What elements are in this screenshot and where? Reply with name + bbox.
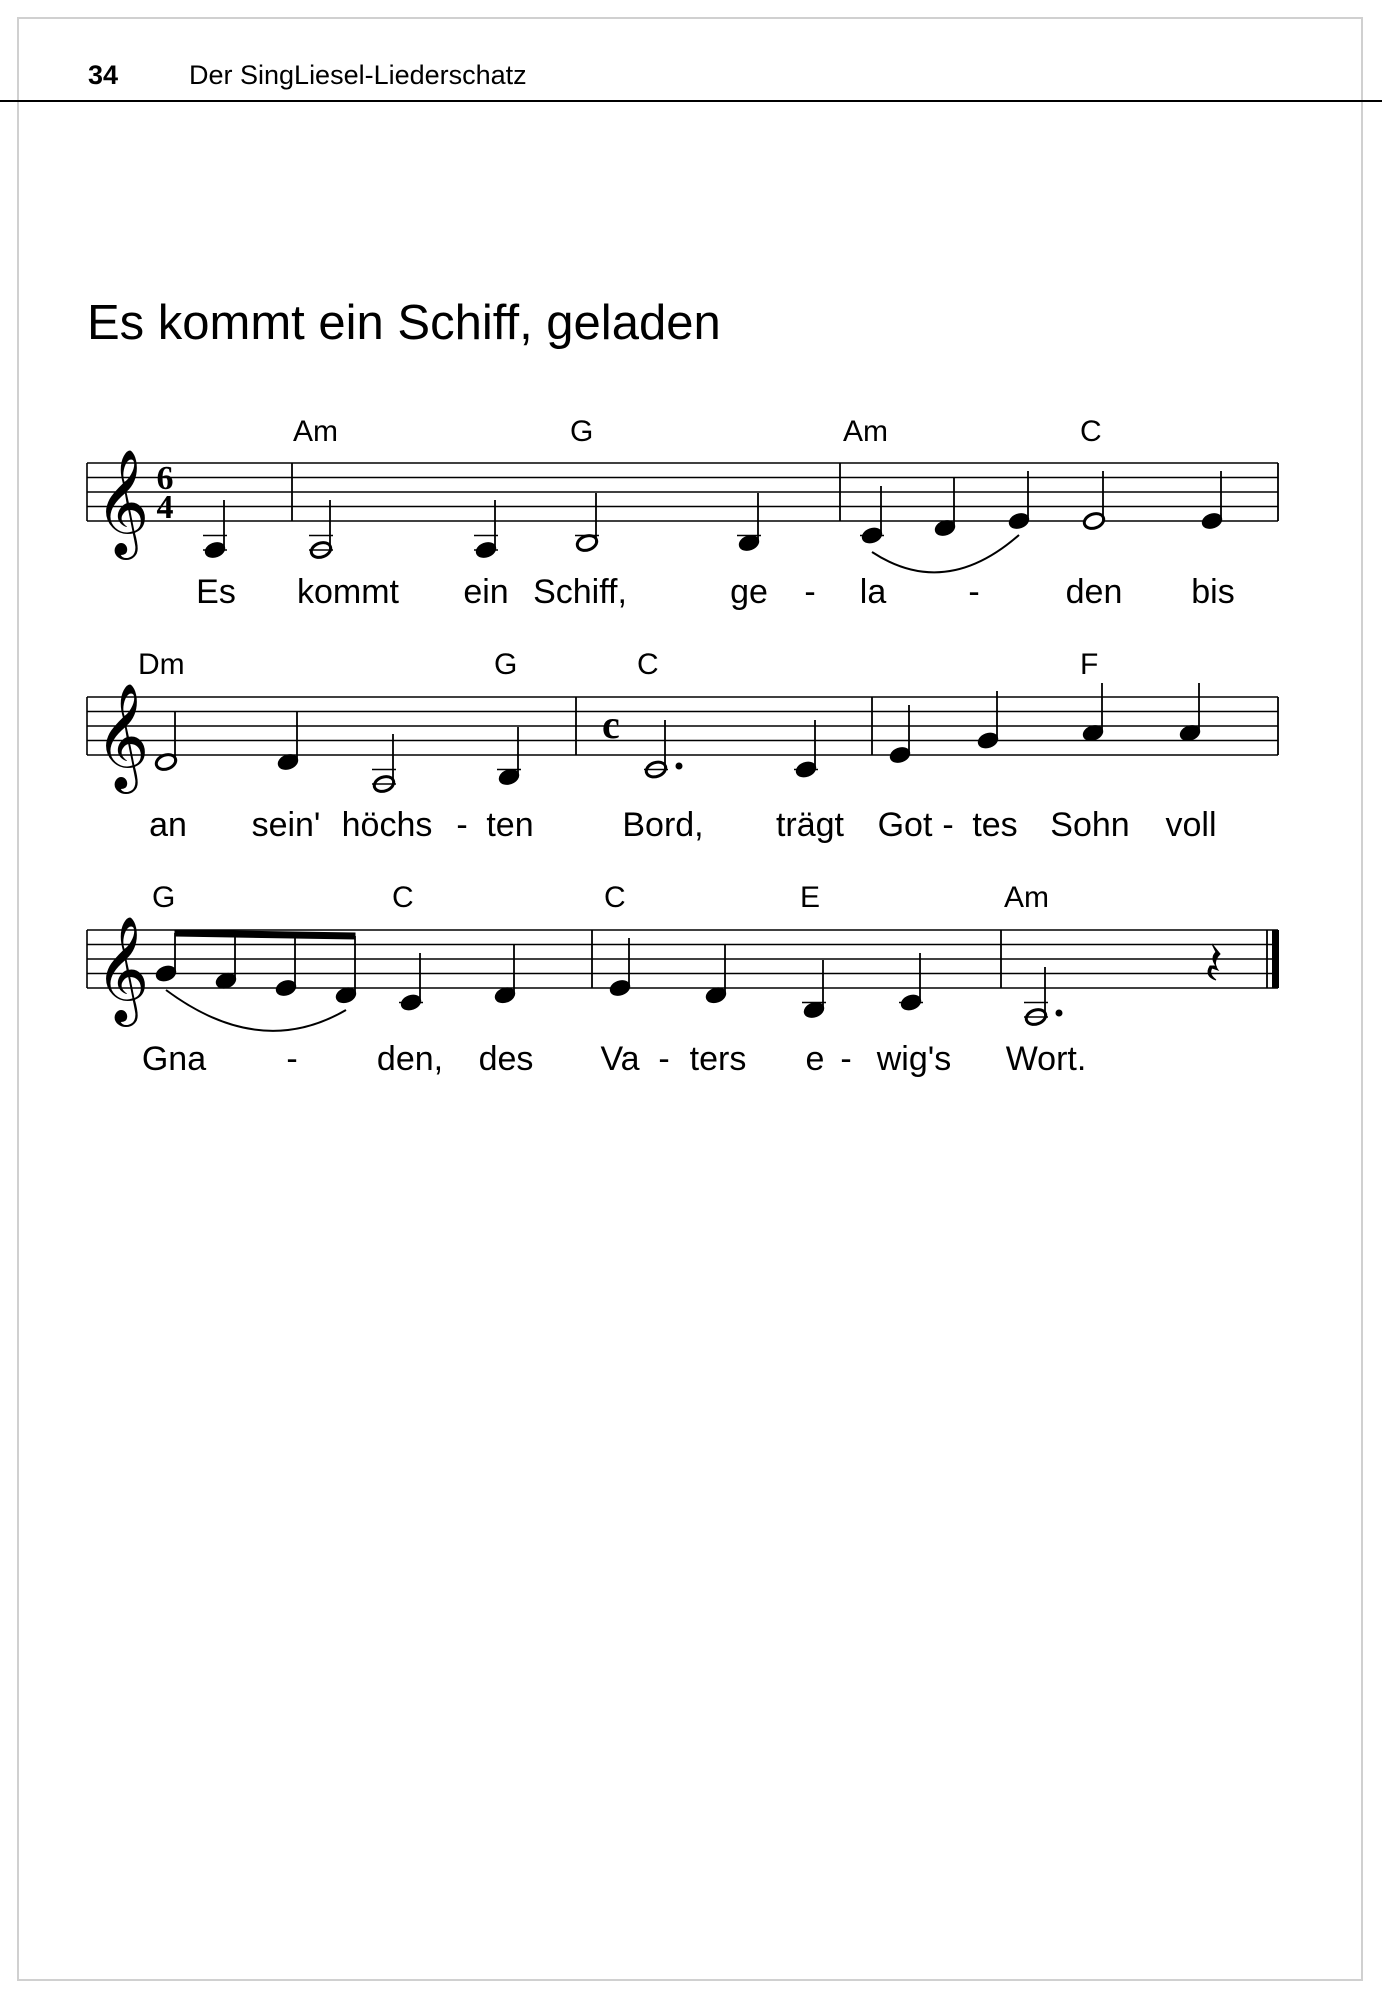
note xyxy=(154,712,178,772)
note xyxy=(493,945,517,1005)
lyric-syllable: ten xyxy=(486,806,534,844)
chord-symbol: E xyxy=(800,881,821,914)
note xyxy=(888,705,912,765)
svg-text:6: 6 xyxy=(156,460,174,497)
note xyxy=(575,493,599,553)
chord-symbols xyxy=(152,881,1049,914)
lyrics xyxy=(196,573,1235,611)
lyric-syllable: des xyxy=(478,1040,534,1078)
lyric-syllable: bis xyxy=(1191,573,1235,611)
chord-symbol: C xyxy=(1080,415,1102,448)
slur xyxy=(872,535,1019,572)
note xyxy=(1024,967,1062,1027)
notes xyxy=(203,471,1224,560)
lyric-hyphen: - xyxy=(942,806,954,844)
lyric-syllable: wig's xyxy=(876,1040,952,1078)
lyric-syllable: Gna xyxy=(141,1040,207,1078)
lyric-syllable: ein xyxy=(463,573,509,611)
lyric-syllable: la xyxy=(859,573,887,611)
chord-symbol: C xyxy=(392,881,414,914)
lyric-syllable: Va xyxy=(600,1040,640,1078)
book-title: Der SingLiesel-Liederschatz xyxy=(189,60,527,90)
lyric-syllable: Wort. xyxy=(1005,1040,1087,1078)
note xyxy=(497,727,521,787)
chord-symbol: G xyxy=(494,648,518,681)
note xyxy=(644,720,682,779)
svg-text:4: 4 xyxy=(156,489,174,526)
chord-symbol: Dm xyxy=(138,648,185,681)
lyrics xyxy=(142,1040,1086,1078)
note xyxy=(933,478,957,538)
notes xyxy=(154,683,1202,794)
treble-clef-icon: 𝄞 xyxy=(95,448,150,555)
chord-symbol: Am xyxy=(1004,881,1049,914)
lyric-hyphen: - xyxy=(840,1040,852,1078)
lyric-syllable: sein' xyxy=(251,806,321,844)
chord-symbol: F xyxy=(1080,648,1099,681)
lyric-syllable: voll xyxy=(1165,806,1217,844)
lyric-hyphen: - xyxy=(804,573,816,611)
note xyxy=(794,720,818,779)
note xyxy=(203,500,227,560)
common-time-icon: c xyxy=(602,702,620,747)
lyric-syllable: Schiff, xyxy=(533,573,627,611)
chord-symbol: G xyxy=(152,881,176,914)
note xyxy=(704,945,728,1005)
note xyxy=(1081,683,1105,743)
lyric-syllable: Bord, xyxy=(622,806,704,844)
note xyxy=(1178,683,1202,743)
lyric-hyphen: - xyxy=(286,1040,298,1078)
lyric-syllable: e xyxy=(805,1040,825,1078)
staff-lines xyxy=(87,930,1278,988)
chord-symbol: C xyxy=(637,648,659,681)
treble-clef-icon: 𝄞 xyxy=(95,682,150,789)
lyric-syllable: den, xyxy=(376,1040,444,1078)
music-system-2 xyxy=(0,633,1382,863)
note xyxy=(737,493,761,553)
song-title: Es kommt ein Schiff, geladen xyxy=(87,296,721,350)
music-system-3 xyxy=(0,866,1382,1096)
lyric-syllable: Got xyxy=(877,806,933,844)
time-signature-6-4 xyxy=(157,460,174,526)
note xyxy=(1082,471,1106,531)
note xyxy=(802,960,826,1020)
page-number: 34 xyxy=(88,60,119,90)
chord-symbol: C xyxy=(604,881,626,914)
lyric-syllable: trägt xyxy=(775,806,845,844)
lyric-hyphen: - xyxy=(456,806,468,844)
music-system-1 xyxy=(0,400,1382,630)
lyrics xyxy=(149,806,1216,844)
note xyxy=(608,938,632,998)
note xyxy=(334,936,358,1005)
note xyxy=(1200,471,1224,531)
note xyxy=(276,712,300,772)
chord-symbol: Am xyxy=(293,415,338,448)
lyric-syllable: ge xyxy=(730,573,768,611)
lyric-syllable: an xyxy=(149,806,187,844)
lyric-syllable: kommt xyxy=(297,573,399,611)
lyric-syllable: Es xyxy=(196,573,236,611)
beam xyxy=(175,930,355,939)
lyric-syllable: Sohn xyxy=(1050,806,1130,844)
lyric-syllable: ters xyxy=(689,1040,747,1078)
note xyxy=(399,953,423,1012)
note xyxy=(309,500,333,560)
staff-lines xyxy=(87,463,1278,521)
lyric-syllable: tes xyxy=(972,806,1018,844)
note xyxy=(372,734,396,794)
quarter-rest-icon xyxy=(1208,944,1220,980)
lyric-syllable: höchs xyxy=(341,806,433,844)
chord-symbols xyxy=(138,648,1098,681)
slur xyxy=(166,990,346,1031)
note xyxy=(1007,471,1031,531)
note xyxy=(976,691,1000,750)
final-barline xyxy=(1272,930,1279,988)
treble-clef-icon: 𝄞 xyxy=(95,915,150,1022)
chord-symbols xyxy=(293,415,1102,448)
note xyxy=(474,500,498,560)
header-rule xyxy=(0,100,1382,102)
chord-symbol: Am xyxy=(843,415,888,448)
note xyxy=(214,934,238,991)
lyric-syllable: den xyxy=(1065,573,1123,611)
chord-symbol: G xyxy=(570,415,594,448)
note xyxy=(860,486,884,545)
lyric-hyphen: - xyxy=(658,1040,670,1078)
lyric-hyphen: - xyxy=(968,573,980,611)
note xyxy=(899,953,923,1012)
